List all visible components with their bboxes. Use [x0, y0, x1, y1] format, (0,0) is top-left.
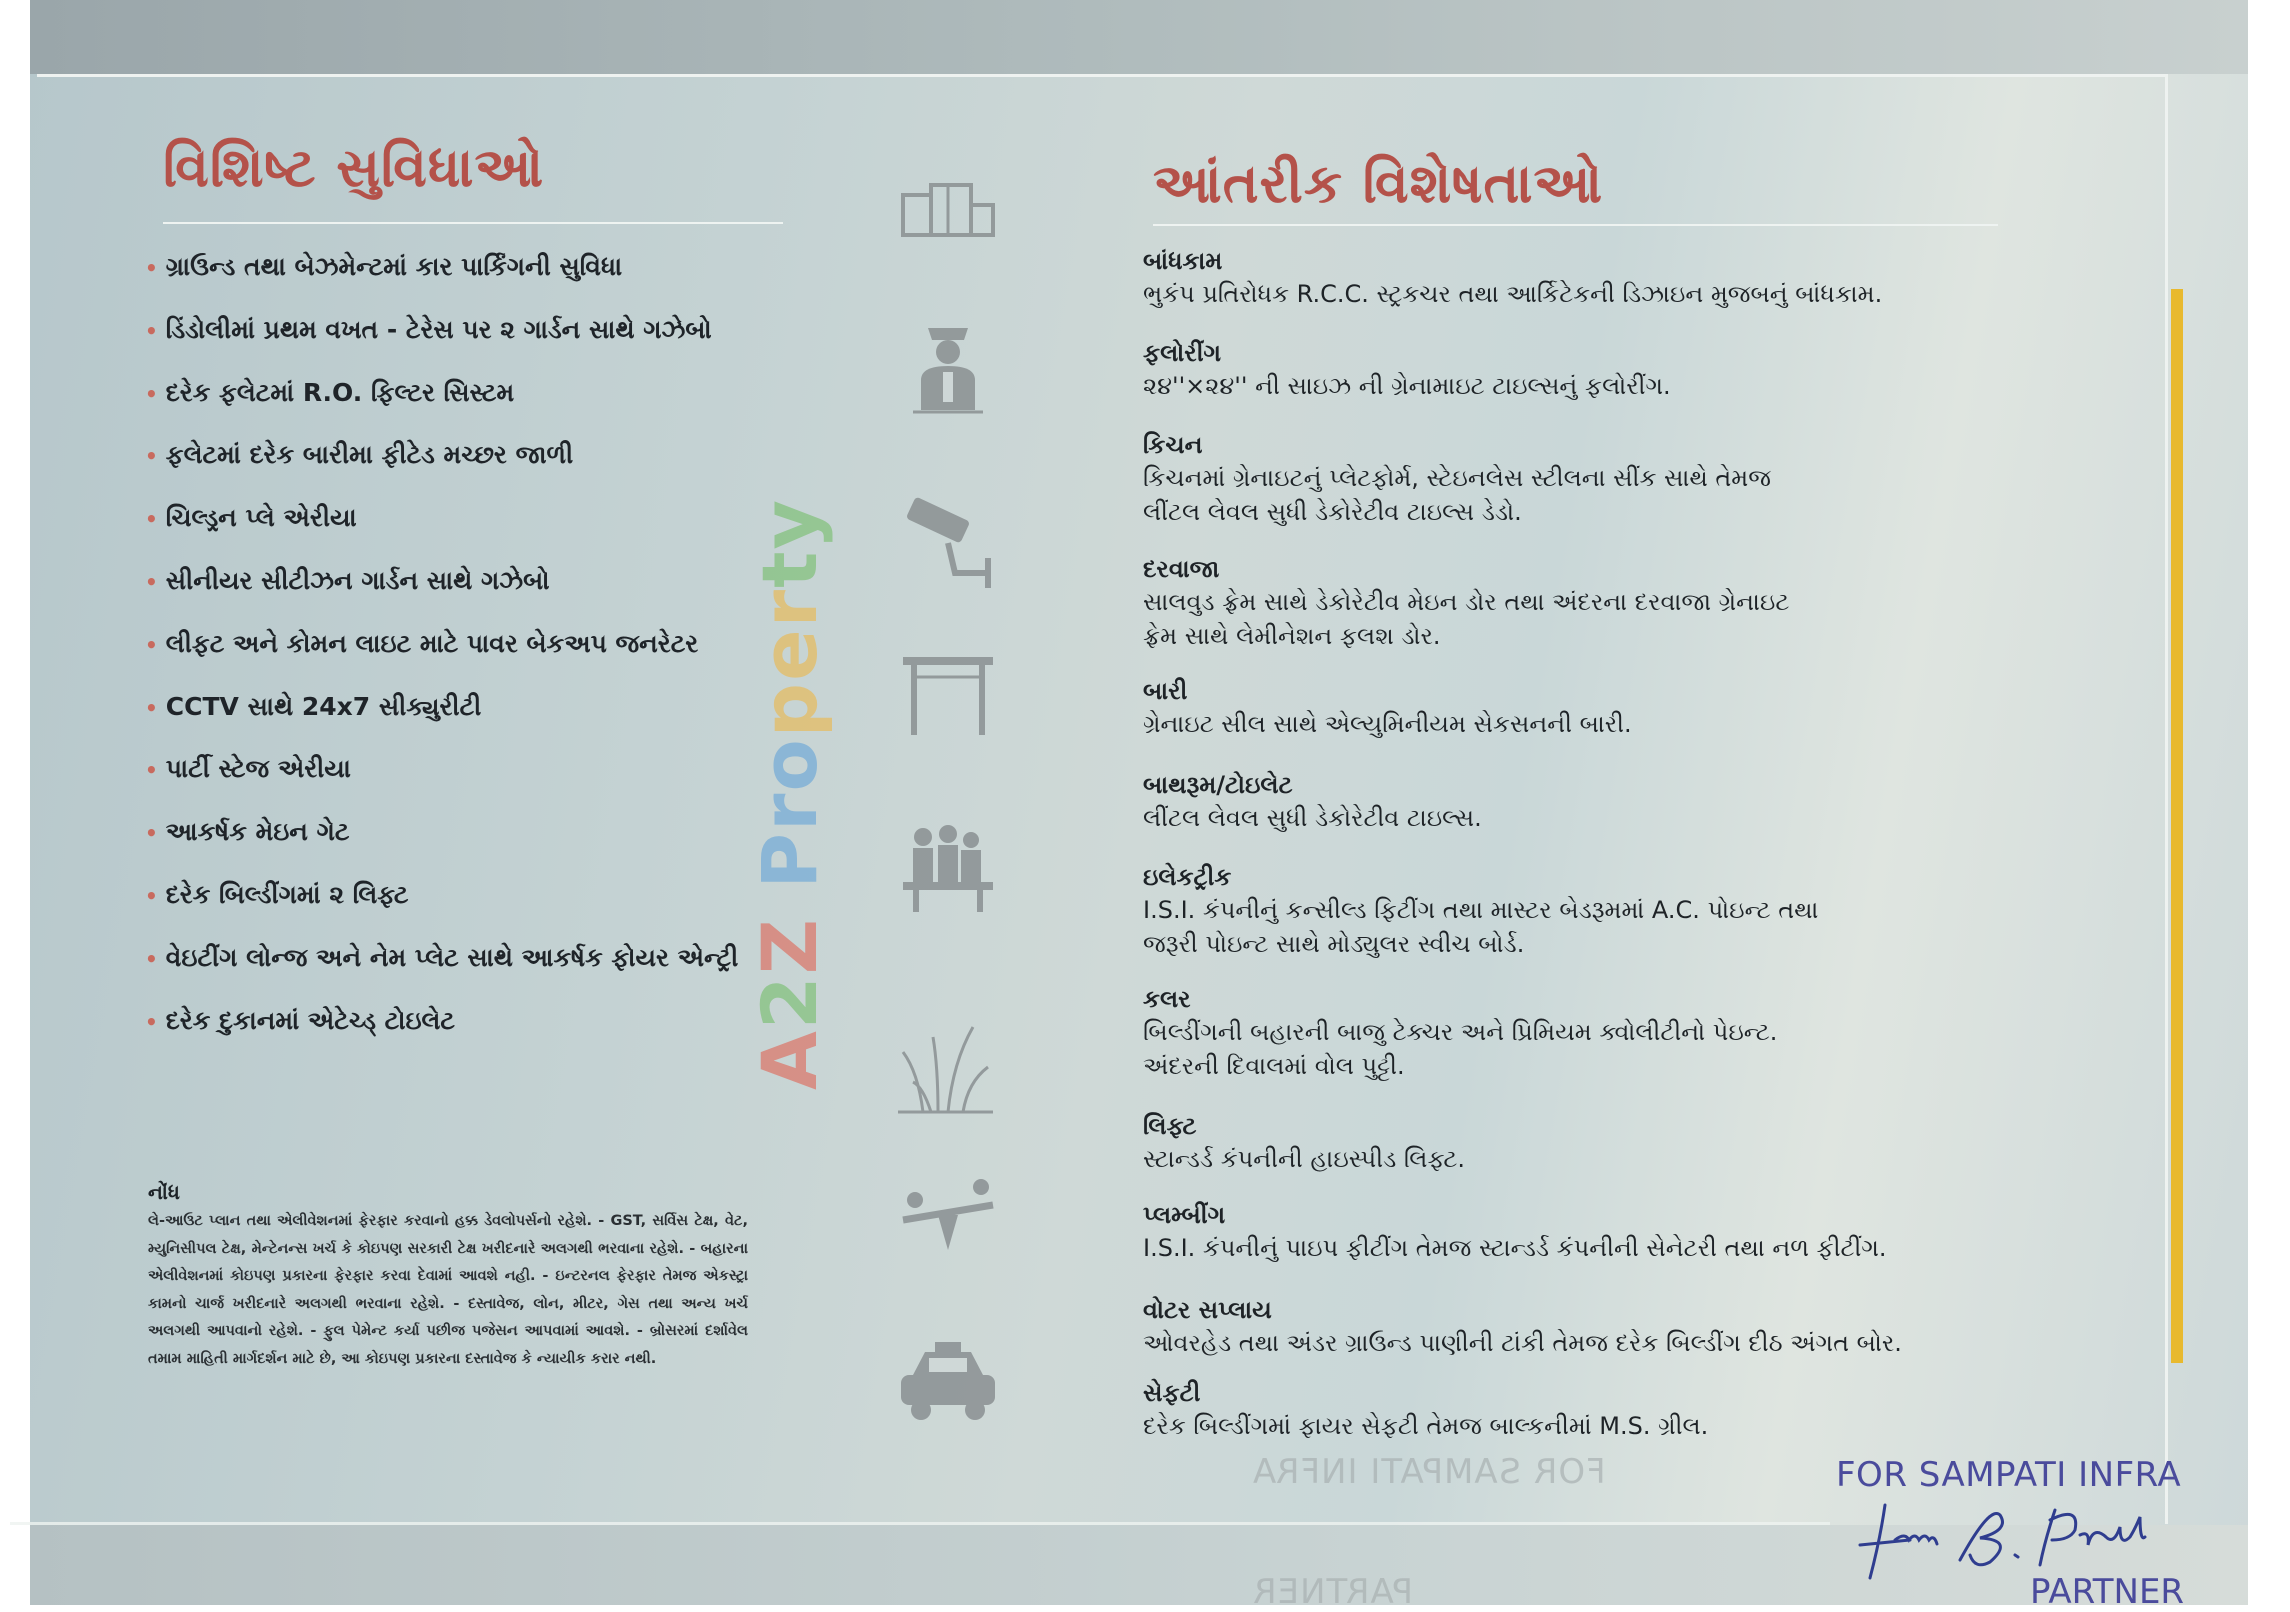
feature-description: બિલ્ડીંગની બહારની બાજુ ટેક્ચર અને પ્રિમિયમ ક્વોલીટીનો પેઇન્ટ.	[1143, 1018, 1778, 1046]
frame-line-right	[2165, 74, 2168, 1524]
feature-title: સેફટી	[1143, 1379, 1201, 1407]
list-item-text: લીફટ અને કોમન લાઇટ માટે પાવર બેકઅપ જનરેટર	[165, 628, 699, 658]
feature-description: દરેક બિલ્ડીંગમાં ફાયર સેફટી તેમજ બાલ્કનીમાં M.S. ગ્રીલ.	[1143, 1412, 1709, 1440]
feature-description: જરૂરી પોઇન્ટ સાથે મોડ્યુલર સ્વીચ બોર્ડ.	[1143, 930, 1525, 958]
feature-section	[1143, 983, 2143, 1083]
feature-section	[1143, 861, 2143, 961]
list-item-text: દરેક દુકાનમાં એટેચ્ડ્ ટોઇલેટ	[165, 1005, 455, 1035]
bullet-dot: •	[145, 1009, 158, 1034]
watermark	[745, 498, 834, 1090]
feature-title: ફલોરીંગ	[1143, 339, 1222, 367]
watermark-part: 2	[745, 974, 834, 1030]
scan-top-band	[30, 0, 2248, 74]
watermark-part: Z	[745, 917, 834, 975]
plants-icon	[893, 1012, 1003, 1122]
list-item-text: દરેક બિલ્ડીંગમાં ૨ લિફ્ટ	[165, 880, 409, 909]
bullet-dot: •	[145, 444, 158, 469]
feature-section	[1143, 1110, 2143, 1176]
feature-title: ઇલેકટ્રીક	[1143, 863, 1232, 891]
bullet-dot: •	[145, 758, 158, 783]
accent-bar	[2171, 289, 2183, 1363]
car-icon	[893, 1340, 1003, 1450]
interior-features-heading: આંતરીક વિશેષતાઓ	[1153, 152, 1604, 215]
gate-icon	[893, 642, 1003, 752]
feature-title: પ્લમ્બીંગ	[1143, 1201, 1226, 1229]
note-title: નોંધ	[148, 1180, 180, 1204]
note-text: લે-આઉટ પ્લાન તથા એલીવેશનમાં ફેરફાર કરવાનો હક્ક ડેવલોપર્સનો રહેશે. - GST, સર્વિસ ટેક્ષ, વેટ, મ્યુનિસીપલ ટેક્ષ, મેન્ટેનન્સ ખર્ચ કે કોઇપણ સરકારી ટેક્ષ ખરીદનારે અલગથી ભરવાના રહેશે. - બહારના એલીવેશનમાં કોઇપણ પ્રકારના ફેરફાર કરવા દેવામાં આવશે નહી. - ઇન્ટરનલ ફેરફાર તેમજ એકસ્ટ્રા કામનો ચાર્જ ખરીદનારે અલગથી ભરવાના રહેશે. - દસ્તાવેજ, લોન, મીટર, ગેસ તથા અન્ય ખર્ચ અલગથી આપવાનો રહેશે. - ફુલ પેમેન્ટ કર્યા પછીજ પજેસન આપવામાં આવશે. - બ્રોસરમાં દર્શાવેલ તમામ માહિતી માર્ગદર્શન માટે છે, આ કોઇપણ પ્રકારના દસ્તાવેજ કે ન્યાયીક કરાર નથી.	[148, 1213, 748, 1367]
list-item	[145, 566, 549, 596]
security-guard-icon	[893, 310, 1003, 420]
list-item	[145, 1006, 455, 1036]
watermark-part: Pro	[745, 737, 834, 918]
feature-title: કલર	[1143, 985, 1191, 1013]
list-item-text: ડિંડોલીમાં પ્રથમ વખત - ટેરેસ પર ૨ ગાર્ડન સાથે ગઝેબો	[165, 314, 712, 344]
feature-description: લીંટલ લેવલ સુધી ડેકોરેટીવ ટાઇલ્સ ડેડો.	[1143, 498, 1522, 526]
feature-description: લીંટલ લેવલ સુધી ડેકોરેટીવ ટાઇલ્સ.	[1143, 804, 1482, 832]
watermark-part: ty	[745, 498, 834, 588]
building-icon	[893, 160, 1003, 270]
bullet-dot: •	[145, 695, 158, 720]
feature-description: ભુકંપ પ્રતિરોધક R.C.C. સ્ટ્રકચર તથા આર્કિટેકની ડિઝાઇન મુજબનું બાંધકામ.	[1143, 280, 1883, 308]
list-item-text: વેઇટીંગ લોન્જ અને નેમ પ્લેટ સાથે આકર્ષક ફોયર એન્ટ્રી	[165, 942, 739, 972]
list-item	[145, 754, 351, 784]
bullet-dot: •	[145, 318, 158, 343]
show-through-stamp-text: FOR SAMPATI INFRA	[1252, 1452, 1606, 1492]
feature-title: વોટર સપ્લાય	[1143, 1296, 1272, 1324]
bullet-dot: •	[145, 821, 158, 846]
watermark-part: per	[745, 587, 834, 738]
feature-title: બાંધકામ	[1143, 247, 1223, 275]
list-item-text: ફલેટમાં દરેક બારીમા ફીટેડ મચ્છર જાળી	[165, 440, 574, 470]
feature-description: કિચનમાં ગ્રેનાઇટનું પ્લેટફોર્મ, સ્ટેઇનલેસ સ્ટીલના સીંક સાથે તેમજ	[1143, 464, 1771, 492]
feature-section	[1143, 429, 2143, 529]
feature-section	[1143, 769, 2143, 835]
list-item-text: દરેક ફલેટમાં R.O. ફિલ્ટર સિસ્ટમ	[165, 377, 515, 407]
feature-title: કિચન	[1143, 431, 1203, 459]
feature-section	[1143, 1199, 2143, 1265]
frame-line-bottom	[10, 1522, 1830, 1525]
list-item-text: આકર્ષક મેઇન ગેટ	[165, 817, 350, 847]
stamp-role: PARTNER	[2030, 1572, 2185, 1612]
list-item	[145, 943, 738, 973]
list-item	[145, 692, 481, 722]
list-item-text: CCTV સાથે 24x7 સીક્યુરીટી	[165, 691, 482, 721]
feature-section	[1143, 337, 2143, 403]
feature-description: I.S.I. કંપનીનું કન્સીલ્ડ ફિટીંગ તથા માસ્ટર બેડરૂમમાં A.C. પોઇન્ટ તથા	[1143, 896, 1819, 924]
bullet-dot: •	[145, 507, 158, 532]
bullet-dot: •	[145, 884, 158, 908]
feature-section	[1143, 553, 2143, 653]
feature-title: લિફ્ટ	[1143, 1112, 1197, 1140]
feature-title: દરવાજા	[1143, 555, 1220, 583]
list-item	[145, 503, 357, 533]
list-item	[145, 378, 514, 408]
seniors-bench-icon	[893, 812, 1003, 922]
divider	[163, 222, 783, 224]
cctv-camera-icon	[893, 488, 1003, 598]
bullet-dot: •	[145, 632, 158, 657]
feature-description: અંદરની દિવાલમાં વોલ પુટ્ટી.	[1143, 1052, 1405, 1080]
note-section	[148, 1180, 748, 1373]
feature-description: ફ્રેમ સાથે લેમીનેશન ફલશ ડોર.	[1143, 622, 1441, 650]
list-item	[145, 440, 573, 470]
bullet-dot: •	[145, 256, 158, 280]
feature-section	[1143, 1377, 2143, 1443]
show-through-stamp-role: PARTNER	[1252, 1572, 1414, 1612]
list-item-text: સીનીયર સીટીઝન ગાર્ડન સાથે ગઝેબો	[165, 566, 550, 595]
feature-section	[1143, 1294, 2143, 1360]
list-item	[145, 880, 408, 910]
feature-section	[1143, 245, 2143, 311]
amenities-heading: વિશિષ્ટ સુવિધાઓ	[163, 136, 545, 199]
list-item	[145, 817, 349, 847]
list-item-text: પાર્ટી સ્ટેજ એરીયા	[165, 754, 351, 784]
stamp-company: FOR SAMPATI INFRA	[1836, 1455, 2182, 1495]
feature-description: ગ્રેનાઇટ સીલ સાથે એલ્યુમિનીયમ સેકસનની બારી.	[1143, 710, 1632, 738]
list-item	[145, 252, 622, 282]
watermark-part: A	[745, 1029, 834, 1090]
feature-title: બાથરૂમ/ટોઇલેટ	[1143, 771, 1293, 799]
bullet-dot: •	[145, 946, 158, 971]
bullet-dot: •	[145, 381, 158, 406]
feature-section	[1143, 675, 2143, 741]
bullet-dot: •	[145, 570, 158, 594]
divider	[1153, 224, 1998, 226]
list-item-text: ગ્રાઉન્ડ તથા બેઝમેન્ટમાં કાર પાર્કિંગની સુવિધા	[165, 252, 623, 281]
feature-title: બારી	[1143, 677, 1188, 705]
frame-line-top	[37, 74, 2167, 77]
seesaw-icon	[893, 1175, 1003, 1285]
list-item-text: ચિલ્ડ્રન પ્લે એરીયા	[165, 503, 357, 533]
signature	[1840, 1500, 2220, 1580]
feature-description: I.S.I. કંપનીનું પાઇપ ફીટીંગ તેમજ સ્ટાન્ડર્ડ કંપનીની સેનેટરી તથા નળ ફીટીંગ.	[1143, 1234, 1887, 1262]
list-item	[145, 629, 698, 659]
list-item	[145, 315, 712, 345]
feature-description: સ્ટાન્ડર્ડ કંપનીની હાઇસ્પીડ લિફ્ટ.	[1143, 1145, 1465, 1173]
feature-description: ઓવરહેડ તથા અંડર ગ્રાઉન્ડ પાણીની ટાંકી તેમજ દરેક બિલ્ડીંગ દીઠ અંગત બોર.	[1143, 1329, 1902, 1357]
feature-description: ૨૪''×૨૪'' ની સાઇઝ ની ગ્રેનામાઇટ ટાઇલ્સનું ફલોરીંગ.	[1143, 372, 1671, 400]
feature-description: સાલવુડ ફ્રેમ સાથે ડેકોરેટીવ મેઇન ડોર તથા અંદરના દરવાજા ગ્રેનાઇટ	[1143, 588, 1790, 616]
